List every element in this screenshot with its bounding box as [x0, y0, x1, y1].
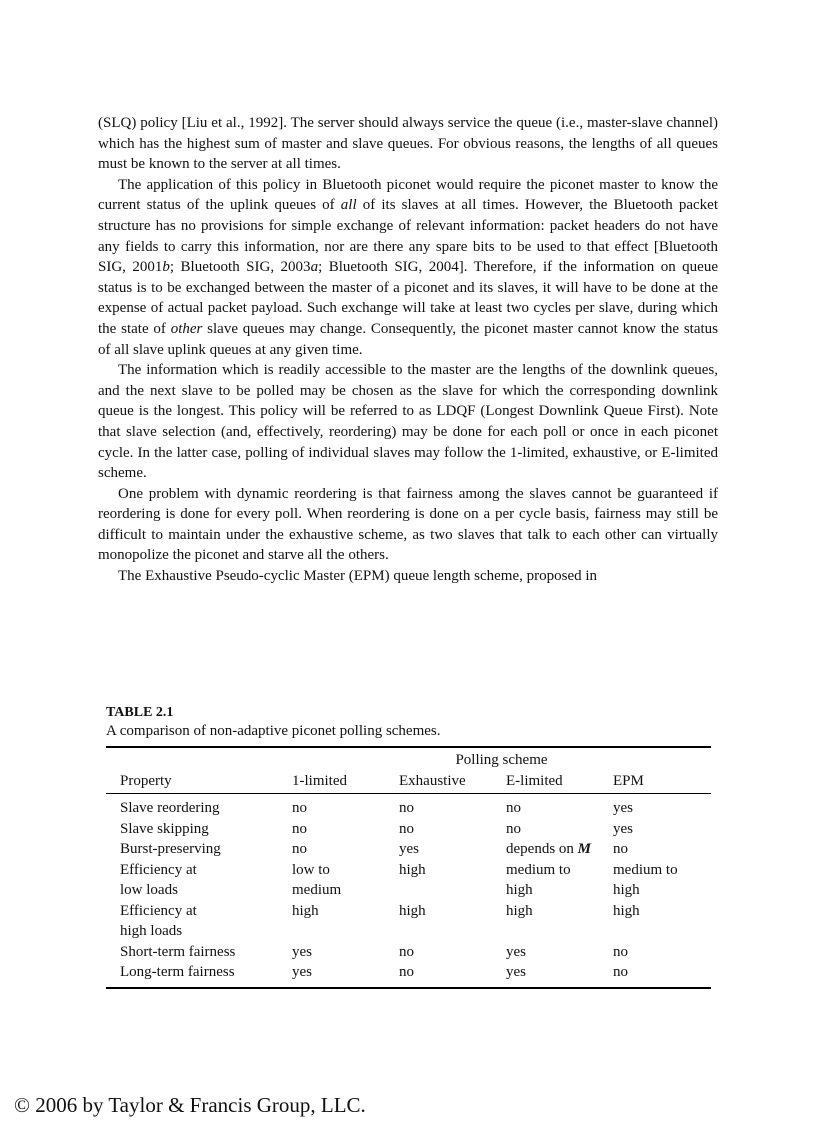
- table-row: [106, 942, 711, 963]
- table-row: [106, 860, 711, 901]
- table-header-e-limited: E-limited: [506, 771, 613, 794]
- table-cell-value: no: [506, 800, 521, 816]
- table-cell-value: high: [399, 861, 426, 878]
- table-group-header: Polling scheme: [292, 747, 711, 771]
- table-row: [106, 819, 711, 840]
- table-cell-property: Slave reordering: [120, 800, 220, 816]
- table-caption: [106, 704, 716, 741]
- comparison-table: [106, 746, 711, 989]
- table-cell-value: no: [613, 943, 628, 960]
- table-cell-value: no: [399, 943, 414, 960]
- paragraph-4: One problem with dynamic reordering is that fairness among the slaves cannot be guaranteed if reordering is done for every poll. When reordering is done on a per cycle basis, fairness may still be difficult to maintain under the exhaustive scheme, as two slaves that talk to each other can virtually monopolize the piconet and starve all the others.: [98, 485, 718, 564]
- table-cell-value: no: [613, 962, 711, 988]
- table-cell-property: Efficiency at low loads: [120, 861, 197, 898]
- table-row: [106, 901, 711, 942]
- table-cell-value: high: [613, 902, 640, 919]
- table-cell-value: no: [399, 820, 414, 837]
- table-header-property: Property: [106, 771, 292, 794]
- table-cell-value: yes: [399, 841, 419, 857]
- table-header-1-limited: 1-limited: [292, 771, 399, 794]
- table-cell-value: yes: [613, 800, 633, 816]
- table-cell-property: Short-term fairness: [120, 943, 236, 960]
- table-cell-value: high: [399, 902, 426, 919]
- table-header-epm: EPM: [613, 771, 711, 794]
- table-cell-property: Long-term fairness: [106, 962, 292, 988]
- table-row: [106, 839, 711, 860]
- table-cell-value: yes: [506, 943, 526, 960]
- table-header-exhaustive: Exhaustive: [399, 771, 506, 794]
- table-cell-value: high: [292, 902, 319, 919]
- table-cell-value: no: [613, 841, 628, 857]
- table-cell-value: high: [506, 902, 533, 919]
- table-row: [106, 962, 711, 988]
- table-cell-property: Efficiency at high loads: [120, 902, 197, 939]
- table-cell-value: low to medium: [292, 861, 342, 898]
- table-cell-value: no: [292, 800, 307, 816]
- table-title: A comparison of non-adaptive piconet polling schemes.: [106, 723, 441, 739]
- table-header-spacer: [106, 747, 292, 771]
- table-label: TABLE 2.1: [106, 705, 174, 720]
- table-body: [106, 794, 711, 988]
- table-cell-value: medium to high: [613, 861, 678, 898]
- table-cell-value: depends on M: [506, 841, 591, 857]
- table-cell-value: no: [292, 841, 307, 857]
- table-cell-value: no: [506, 820, 521, 837]
- table-cell-value: medium to high: [506, 861, 571, 898]
- table-header-row: [106, 771, 711, 794]
- table-cell-value: yes: [506, 962, 613, 988]
- table-cell-value: yes: [292, 962, 399, 988]
- table-cell-value: no: [399, 800, 414, 816]
- table-group-header-row: [106, 747, 711, 771]
- table-cell-value: yes: [613, 820, 633, 837]
- table-cell-property: Slave skipping: [120, 820, 209, 837]
- copyright-notice: © 2006 by Taylor & Francis Group, LLC.: [14, 1093, 366, 1117]
- table-cell-value: no: [292, 820, 307, 837]
- body-text: [98, 113, 718, 587]
- table-row: [106, 794, 711, 819]
- table-cell-property: Burst-preserving: [120, 841, 221, 857]
- paragraph-2: The application of this policy in Bluetooth piconet would require the piconet master to know the current status of the uplink queues of all of its slaves at all times. However, the Bluetooth packet structure has no provisions for simple exchange of relevant information: packet headers do not have any fields to carry this information, nor are there any spare bits to be used to that effect [Bluetooth SIG, 2001b; Bluetooth SIG, 2003a; Bluetooth SIG, 2004]. Therefore, if the information on queue status is to be exchanged between the master of a piconet and its slaves, it will have to be done at the expense of actual packet payload. Such exchange will take at least two cycles per slave, during which the state of other slave queues may change. Consequently, the piconet master cannot know the status of all slave uplink queues at any given time.: [98, 176, 718, 358]
- table-cell-value: no: [399, 962, 506, 988]
- paragraph-5: The Exhaustive Pseudo-cyclic Master (EPM) queue length scheme, proposed in: [118, 568, 598, 585]
- table-cell-value: yes: [292, 943, 312, 960]
- paragraph-1: (SLQ) policy [Liu et al., 1992]. The server should always service the queue (i.e., master-slave channel) which has the highest sum of master and slave queues. For obvious reasons, the lengths of all queues must be known to the server at all times.: [98, 115, 718, 173]
- paragraph-3: The information which is readily accessible to the master are the lengths of the downlink queues, and the next slave to be polled may be chosen as the slave for which the corresponding downlink queue is the longest. This policy will be referred to as LDQF (Longest Downlink Queue First). Note that slave selection (and, effectively, reordering) may be done for each poll or once in each piconet cycle. In the latter case, polling of individual slaves may follow the 1-limited, exhaustive, or E-limited scheme.: [98, 362, 718, 482]
